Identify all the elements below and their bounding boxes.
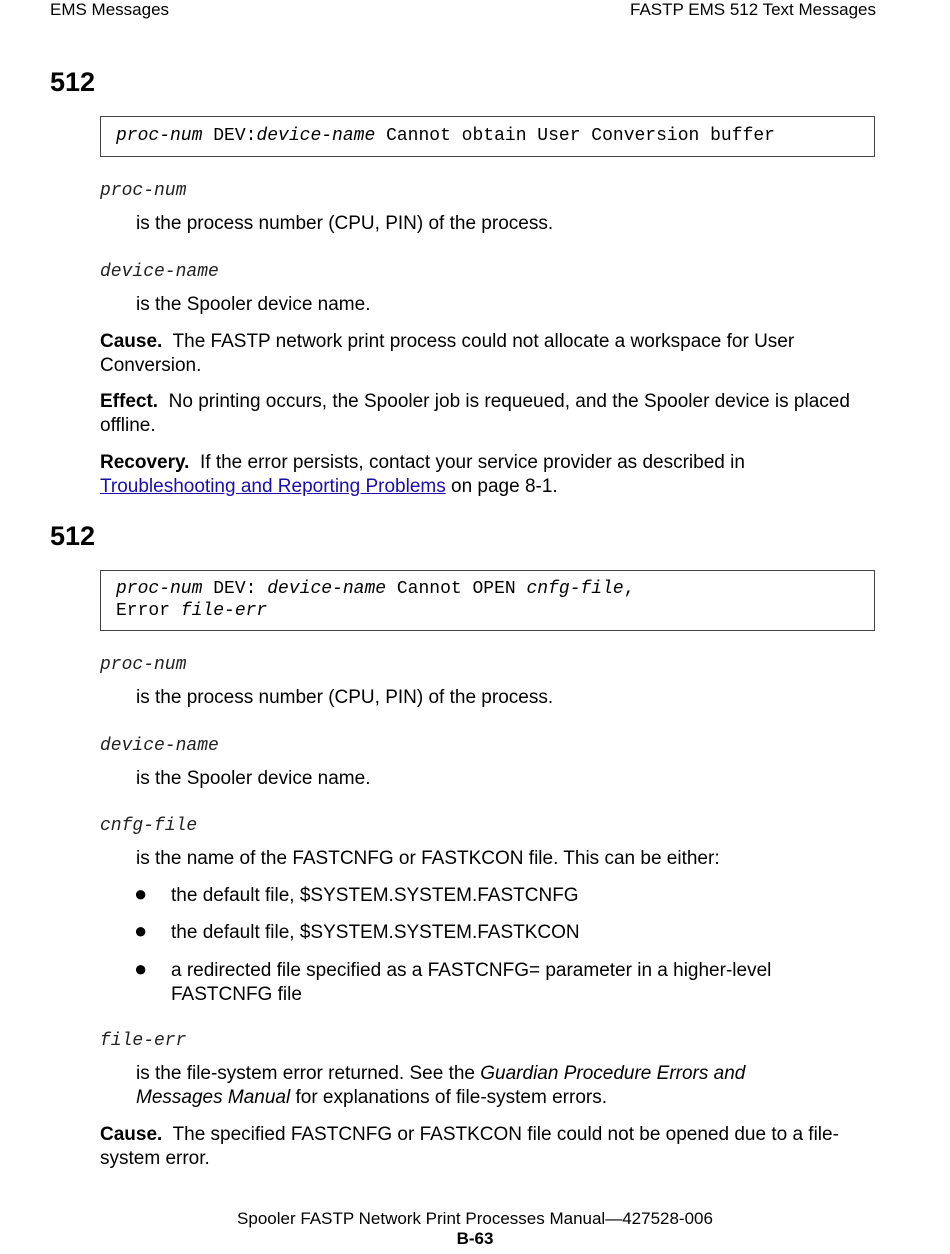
troubleshooting-link[interactable]: Troubleshooting and Reporting Problems bbox=[100, 476, 446, 497]
syntax-text: DEV: bbox=[202, 126, 257, 146]
header-right: FASTP EMS 512 Text Messages bbox=[630, 0, 876, 19]
param-term: proc-num bbox=[100, 655, 187, 675]
recovery-text: If the error persists, contact your service provider as described in bbox=[200, 452, 745, 473]
param-desc: is the name of the FASTCNFG or FASTKCON file. This can be either: bbox=[136, 848, 720, 869]
syntax-term: cnfg-file bbox=[526, 579, 624, 599]
manual-reference: Guardian Procedure Errors and Messages Manual bbox=[136, 1063, 746, 1108]
cause-paragraph bbox=[100, 1123, 860, 1171]
syntax-term: proc-num bbox=[116, 126, 203, 146]
list-item: the default file, $SYSTEM.SYSTEM.FASTCNFG bbox=[171, 885, 579, 906]
footer-manual-title: Spooler FASTP Network Print Processes Manual—427528-006 bbox=[237, 1209, 713, 1228]
header-left: EMS Messages bbox=[50, 0, 170, 19]
param-desc: is the Spooler device name. bbox=[136, 768, 371, 789]
param-desc: is the Spooler device name. bbox=[136, 294, 371, 315]
syntax-text: DEV: bbox=[202, 579, 268, 599]
list-item: the default file, $SYSTEM.SYSTEM.FASTKCON bbox=[171, 922, 580, 943]
message-syntax-box bbox=[100, 570, 875, 631]
recovery-tail: on page 8-1. bbox=[445, 476, 558, 497]
cause-paragraph bbox=[100, 330, 870, 378]
cause-text: The FASTP network print process could not allocate a workspace for User Conversion. bbox=[100, 331, 795, 376]
file-err-desc-tail: for explanations of file-system errors. bbox=[290, 1087, 607, 1108]
file-err-desc: is the file-system error returned. See the bbox=[136, 1063, 481, 1084]
recovery-label: Recovery. bbox=[100, 452, 190, 473]
effect-label: Effect. bbox=[100, 391, 159, 412]
param-term: file-err bbox=[100, 1031, 187, 1051]
syntax-text: Cannot obtain User Conversion buffer bbox=[375, 126, 775, 146]
bullet-icon: ● bbox=[134, 956, 148, 981]
page-number: B-63 bbox=[456, 1229, 494, 1248]
bullet-icon: ● bbox=[134, 918, 148, 943]
param-desc: is the process number (CPU, PIN) of the process. bbox=[136, 687, 554, 708]
message-syntax-box bbox=[100, 116, 875, 157]
param-desc bbox=[136, 1062, 816, 1110]
syntax-text: Cannot OPEN bbox=[386, 579, 527, 599]
syntax-term: device-name bbox=[267, 579, 387, 599]
syntax-term: file-err bbox=[180, 601, 268, 621]
syntax-term: proc-num bbox=[116, 579, 203, 599]
bullet-icon: ● bbox=[134, 881, 148, 906]
cause-text: The specified FASTCNFG or FASTKCON file could not be opened due to a file-system error. bbox=[100, 1124, 839, 1169]
message-number: 512 bbox=[50, 67, 96, 97]
list-item: a redirected file specified as a FASTCNFG= parameter in a higher-level FASTCNFG file bbox=[171, 960, 772, 1005]
param-term: device-name bbox=[100, 736, 219, 756]
cause-label: Cause. bbox=[100, 331, 163, 352]
effect-text: No printing occurs, the Spooler job is requeued, and the Spooler device is placed offline. bbox=[100, 391, 850, 436]
syntax-text: , bbox=[623, 579, 635, 599]
effect-paragraph bbox=[100, 390, 870, 438]
recovery-paragraph bbox=[100, 451, 870, 499]
syntax-term: device-name bbox=[256, 126, 376, 146]
param-term: cnfg-file bbox=[100, 816, 198, 836]
message-number: 512 bbox=[50, 521, 96, 551]
param-term: proc-num bbox=[100, 181, 187, 201]
param-term: device-name bbox=[100, 262, 219, 282]
param-desc: is the process number (CPU, PIN) of the process. bbox=[136, 213, 554, 234]
cause-label: Cause. bbox=[100, 1124, 163, 1145]
syntax-text: Error bbox=[116, 601, 181, 621]
